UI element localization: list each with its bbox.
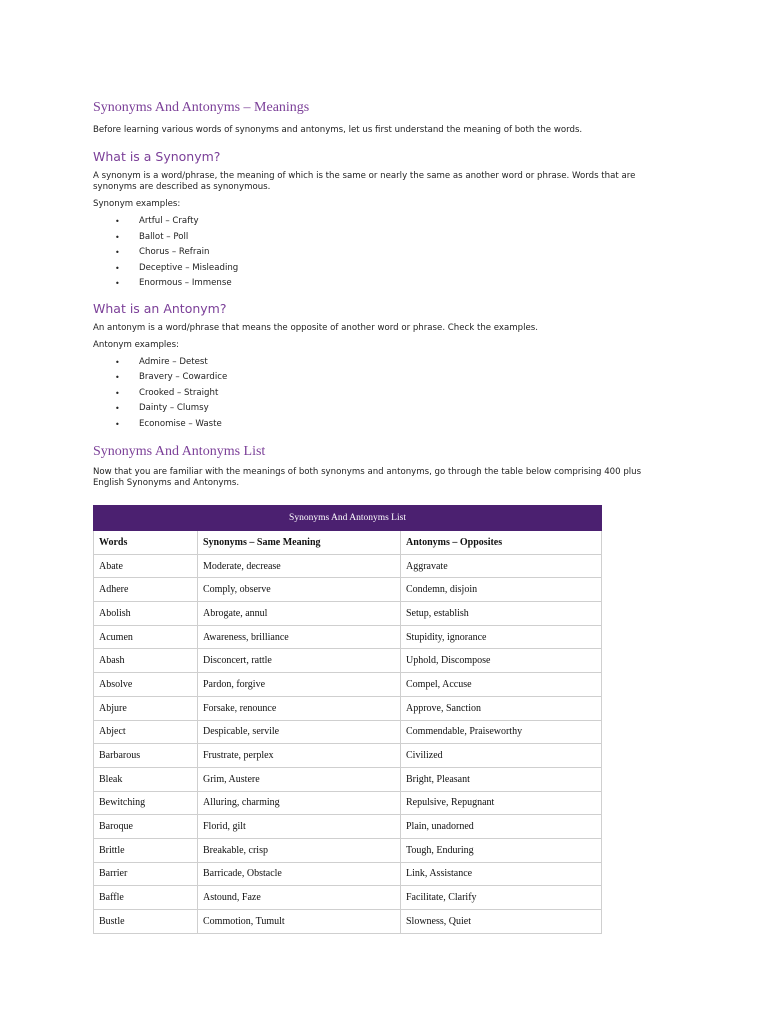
cell-synonyms: Awareness, brilliance (198, 625, 401, 649)
table-row (94, 910, 602, 934)
list-item (93, 355, 673, 371)
list-item (93, 214, 673, 230)
cell-synonyms: Commotion, Tumult (198, 910, 401, 934)
cell-synonyms: Frustrate, perplex (198, 744, 401, 768)
table-row (94, 602, 602, 626)
list-item (93, 370, 673, 386)
bullet-icon: • (115, 232, 120, 242)
bullet-icon: • (115, 217, 120, 226)
cell-antonyms: Stupidity, ignorance (401, 625, 602, 649)
cell-word: Abject (94, 720, 198, 744)
cell-antonyms: Commendable, Praiseworthy (401, 720, 602, 744)
cell-synonyms: Astound, Faze (198, 886, 401, 910)
cell-word: Absolve (94, 673, 198, 697)
header-synonyms: Synonyms – Same Meaning (198, 531, 401, 555)
cell-synonyms: Grim, Austere (198, 767, 401, 791)
cell-antonyms: Condemn, disjoin (401, 578, 602, 602)
cell-synonyms: Alluring, charming (198, 791, 401, 815)
header-antonyms: Antonyms – Opposites (401, 531, 602, 555)
list-item-text: Admire – Detest (139, 356, 208, 367)
bullet-icon: • (115, 279, 120, 288)
intro-title: Synonyms And Antonyms – Meanings (93, 100, 310, 115)
bullet-icon: • (115, 357, 120, 367)
cell-word: Bewitching (94, 791, 198, 815)
cell-synonyms: Despicable, servile (198, 720, 401, 744)
synonym-definition: A synonym is a word/phrase, the meaning of which is the same or nearly the same as another word or phrase. Words that are synonyms are described as synonymous. (93, 171, 636, 192)
table-row (94, 673, 602, 697)
synonyms-antonyms-table (93, 505, 602, 934)
synonym-examples-list (93, 214, 673, 292)
cell-antonyms: Aggravate (401, 554, 602, 578)
cell-word: Acumen (94, 625, 198, 649)
list-item-text: Enormous – Immense (139, 278, 232, 288)
list-item (93, 245, 673, 261)
synonym-examples-label: Synonym examples: (93, 199, 181, 209)
table-row (94, 696, 602, 720)
cell-synonyms: Abrogate, annul (198, 602, 401, 626)
list-section-heading: Synonyms And Antonyms List (93, 444, 266, 459)
cell-word: Abash (94, 649, 198, 673)
antonym-definition: An antonym is a word/phrase that means the opposite of another word or phrase. Check the examples. (93, 322, 538, 333)
table-caption: Synonyms And Antonyms List (94, 506, 602, 531)
list-item (93, 417, 673, 433)
table-row (94, 886, 602, 910)
cell-synonyms: Barricade, Obstacle (198, 862, 401, 886)
list-item-text: Bravery – Cowardice (139, 372, 228, 382)
cell-antonyms: Plain, unadorned (401, 815, 602, 839)
table-row (94, 767, 602, 791)
header-words: Words (94, 531, 198, 555)
list-item (93, 401, 673, 417)
cell-synonyms: Moderate, decrease (198, 554, 401, 578)
antonym-examples-list (93, 355, 673, 433)
bullet-icon: • (115, 248, 120, 257)
table-row (94, 838, 602, 862)
cell-word: Abjure (94, 696, 198, 720)
list-item (93, 386, 673, 402)
cell-word: Baffle (94, 886, 198, 910)
list-item-text: Crooked – Straight (139, 387, 219, 398)
list-item (93, 230, 673, 246)
cell-antonyms: Uphold, Discompose (401, 649, 602, 673)
cell-word: Abolish (94, 602, 198, 626)
cell-word: Barbarous (94, 744, 198, 768)
bullet-icon: • (115, 263, 120, 273)
cell-antonyms: Compel, Accuse (401, 673, 602, 697)
table-row (94, 744, 602, 768)
list-item-text: Dainty – Clumsy (139, 403, 209, 413)
antonym-heading: What is an Antonym? (93, 300, 227, 316)
table-row (94, 625, 602, 649)
cell-antonyms: Repulsive, Repugnant (401, 791, 602, 815)
cell-word: Brittle (94, 838, 198, 862)
cell-antonyms: Slowness, Quiet (401, 910, 602, 934)
bullet-icon: • (115, 419, 120, 429)
intro-text: Before learning various words of synonyms and antonyms, let us first understand the meaning of both the words. (93, 125, 583, 135)
cell-synonyms: Comply, observe (198, 578, 401, 602)
list-section-text: Now that you are familiar with the meanings of both synonyms and antonyms, go through the table below comprising 400 plus English Synonyms and Antonyms. (93, 467, 642, 488)
list-item-text: Deceptive – Misleading (139, 262, 239, 273)
table-row (94, 578, 602, 602)
cell-antonyms: Bright, Pleasant (401, 767, 602, 791)
cell-antonyms: Link, Assistance (401, 862, 602, 886)
cell-antonyms: Tough, Enduring (401, 838, 602, 862)
list-item (93, 261, 673, 277)
bullet-icon: • (115, 373, 120, 382)
cell-antonyms: Facilitate, Clarify (401, 886, 602, 910)
cell-word: Baroque (94, 815, 198, 839)
cell-synonyms: Breakable, crisp (198, 838, 401, 862)
list-item-text: Economise – Waste (139, 418, 222, 429)
table-row (94, 554, 602, 578)
table-header-row (94, 531, 602, 555)
cell-antonyms: Civilized (401, 744, 602, 768)
table-row (94, 862, 602, 886)
list-item (93, 276, 673, 292)
cell-word: Barrier (94, 862, 198, 886)
cell-synonyms: Florid, gilt (198, 815, 401, 839)
table-row (94, 649, 602, 673)
cell-word: Adhere (94, 578, 198, 602)
cell-word: Abate (94, 554, 198, 578)
cell-antonyms: Setup, establish (401, 602, 602, 626)
cell-antonyms: Approve, Sanction (401, 696, 602, 720)
cell-word: Bleak (94, 767, 198, 791)
antonym-examples-label: Antonym examples: (93, 339, 179, 350)
list-item-text: Artful – Crafty (139, 216, 199, 226)
document-content (93, 100, 673, 489)
cell-word: Bustle (94, 910, 198, 934)
list-item-text: Ballot – Poll (139, 231, 189, 242)
synonym-heading: What is a Synonym? (93, 149, 221, 164)
table-row (94, 815, 602, 839)
list-item-text: Chorus – Refrain (139, 247, 210, 257)
table-row (94, 720, 602, 744)
table-row (94, 791, 602, 815)
cell-synonyms: Pardon, forgive (198, 673, 401, 697)
bullet-icon: • (115, 388, 120, 398)
bullet-icon: • (115, 404, 120, 413)
cell-synonyms: Disconcert, rattle (198, 649, 401, 673)
cell-synonyms: Forsake, renounce (198, 696, 401, 720)
